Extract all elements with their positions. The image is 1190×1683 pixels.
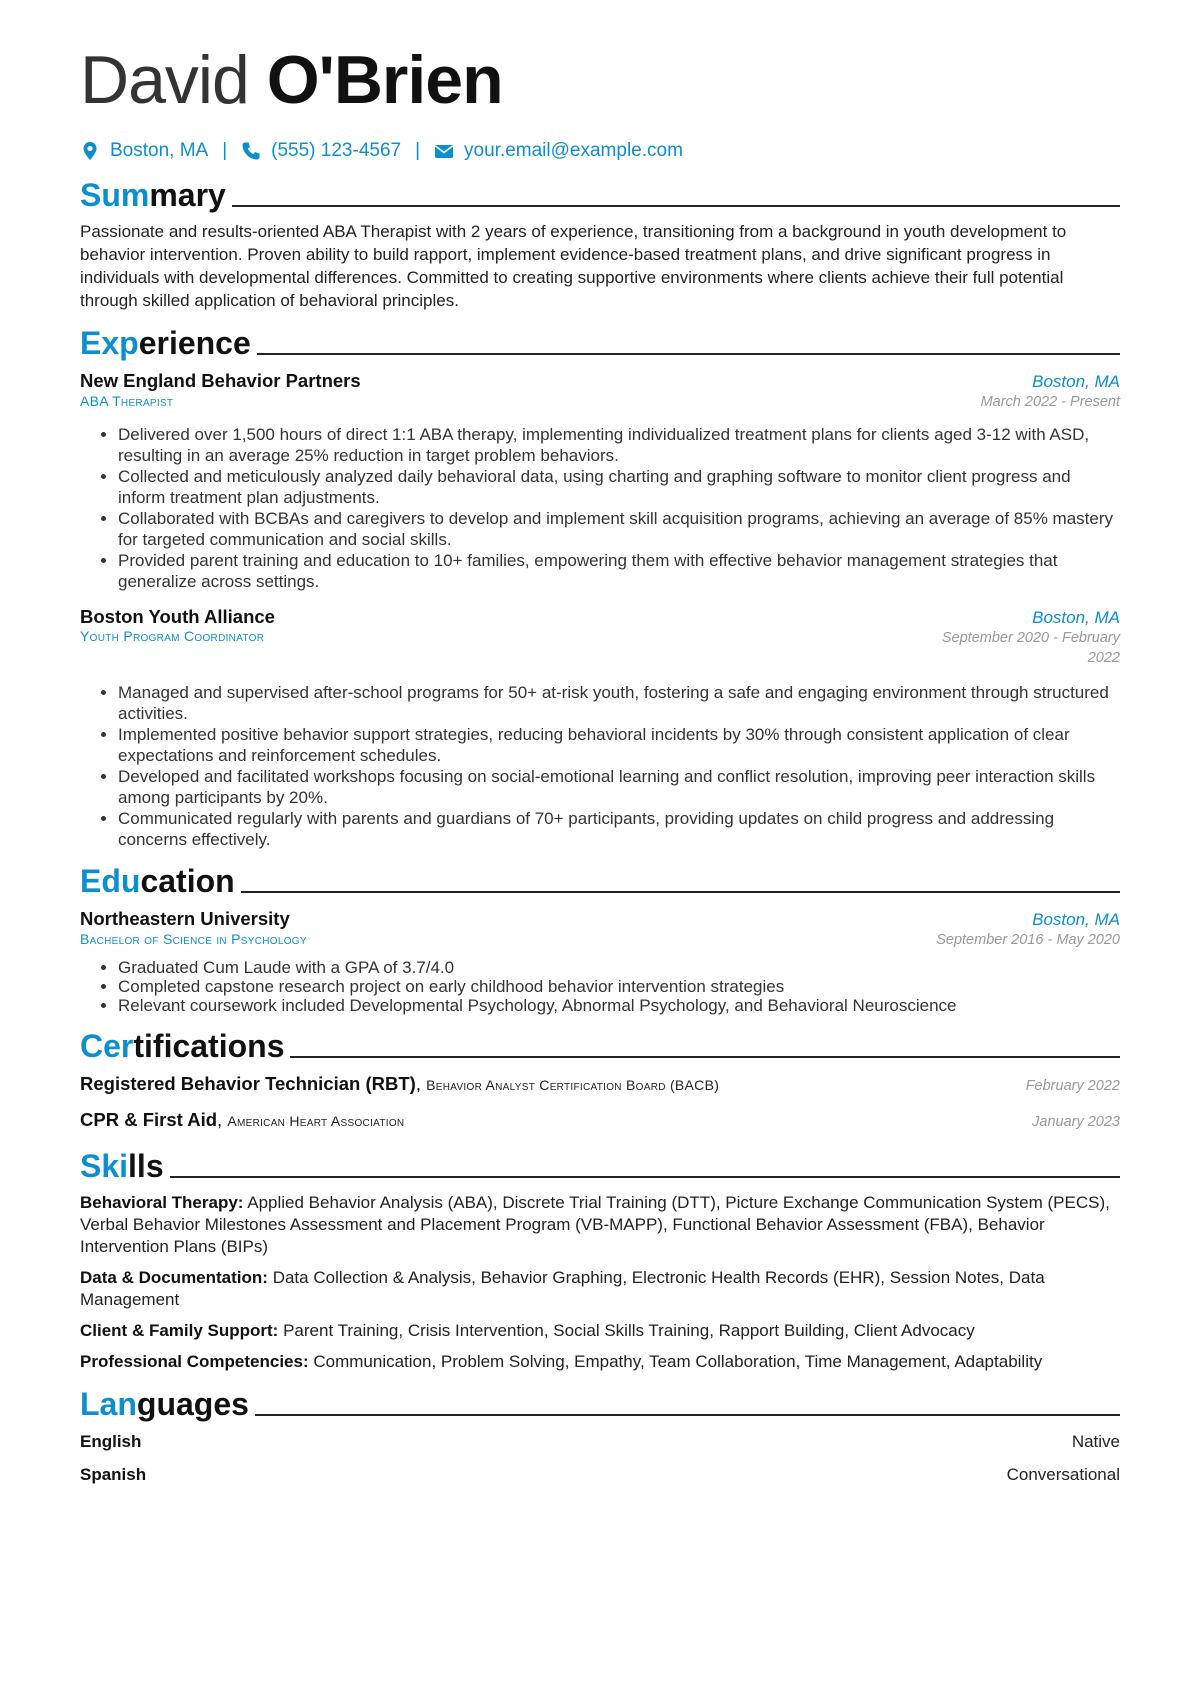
- section-rule: [232, 205, 1120, 207]
- resume-page: [80, 36, 1120, 1487]
- list-item: • Graduated Cum Laude with a GPA of 3.7/4.0: [118, 958, 1120, 977]
- section-title: Skills: [80, 1148, 164, 1184]
- candidate-name: [80, 36, 1120, 124]
- envelope-icon: [434, 141, 454, 161]
- language-name: English: [80, 1432, 142, 1451]
- list-item: • Collected and meticulously analyzed daily behavioral data, using charting and graphing software to monitor client progress and inform treatment plan adjustments.: [118, 466, 1120, 508]
- section-rule: [257, 353, 1120, 355]
- school-location: Boston, MA: [1032, 910, 1120, 929]
- list-item: • Collaborated with BCBAs and caregivers to develop and implement skill acquisition programs, achieving an average of 85% mastery for targeted communication and social skills.: [118, 508, 1120, 550]
- skill-group: [80, 1320, 1120, 1342]
- school-name: Northeastern University: [80, 908, 290, 929]
- education-heading: [80, 860, 1120, 898]
- job-entry: [80, 370, 1120, 592]
- summary-heading: [80, 174, 1120, 212]
- list-item: • Relevant coursework included Developmental Psychology, Abnormal Psychology, and Behavioral Neuroscience: [118, 996, 1120, 1015]
- job-location: Boston, MA: [1032, 608, 1120, 627]
- certifications-heading: [80, 1025, 1120, 1063]
- section-rule: [255, 1414, 1120, 1416]
- language-item: [80, 1432, 1120, 1454]
- certification-date: February 2022: [1025, 1078, 1120, 1094]
- section-title: Experience: [80, 325, 251, 361]
- contact-email[interactable]: [434, 140, 683, 162]
- phone-icon: [241, 141, 261, 161]
- list-item: • Delivered over 1,500 hours of direct 1:1 ABA therapy, implementing individualized treatment plans for clients aged 3-12 with ASD, resulting in an average 25% reduction in target problem behaviors.: [118, 424, 1120, 466]
- section-rule: [290, 1056, 1120, 1058]
- contact-phone[interactable]: [241, 140, 401, 162]
- list-item: • Implemented positive behavior support strategies, reducing behavioral incidents by 30% through consistent application of clear expectations and reinforcement schedules.: [118, 724, 1120, 766]
- job-title: ABA Therapist: [80, 393, 174, 409]
- certification-issuer: Behavior Analyst Certification Board (BACB): [426, 1077, 720, 1093]
- skill-label: Data & Documentation:: [80, 1268, 268, 1287]
- section-title: Languages: [80, 1386, 249, 1422]
- language-name: Spanish: [80, 1465, 147, 1484]
- certification-item: CPR & First Aid, American Heart Association January 2023: [80, 1109, 1120, 1130]
- email-link[interactable]: your.email@example.com: [464, 140, 683, 161]
- skill-text: Communication, Problem Solving, Empathy, Team Collaboration, Time Management, Adaptability: [313, 1352, 1043, 1371]
- experience-heading: [80, 322, 1120, 360]
- skill-text: Data Collection & Analysis, Behavior Graphing, Electronic Health Records (EHR), Session Notes, Data Management: [80, 1268, 1045, 1309]
- section-title: Education: [80, 863, 235, 899]
- company-name: New England Behavior Partners: [80, 370, 361, 391]
- job-dates: March 2022 - Present: [980, 394, 1120, 410]
- list-item: • Completed capstone research project on early childhood behavior intervention strategies: [118, 977, 1120, 996]
- contact-info: [80, 138, 1120, 164]
- certification-item: Registered Behavior Technician (RBT), Behavior Analyst Certification Board (BACB) February 2022: [80, 1073, 1120, 1094]
- skill-group: [80, 1192, 1120, 1258]
- contact-separator: |: [415, 140, 421, 161]
- language-level: Conversational: [1006, 1465, 1120, 1484]
- degree: Bachelor of Science in Psychology: [80, 931, 307, 947]
- certification-issuer: American Heart Association: [227, 1113, 405, 1129]
- location-text: Boston, MA: [110, 140, 209, 161]
- certification-date: January 2023: [1032, 1114, 1120, 1130]
- section-rule: [241, 891, 1120, 893]
- job-bullets: [80, 682, 1120, 850]
- job-dates: September 2020 - February 2022: [941, 630, 1120, 666]
- education-dates: September 2016 - May 2020: [936, 932, 1120, 948]
- section-rule: [170, 1176, 1120, 1178]
- list-item: • Managed and supervised after-school programs for 50+ at-risk youth, fostering a safe and engaging environment through structured activities.: [118, 682, 1120, 724]
- job-title: Youth Program Coordinator: [80, 628, 265, 644]
- language-item: [80, 1465, 1120, 1487]
- job-bullets: [80, 424, 1120, 592]
- section-title: Summary: [80, 177, 226, 213]
- language-level: Native: [1071, 1432, 1120, 1451]
- section-title: Certifications: [80, 1028, 285, 1064]
- job-entry: [80, 606, 1120, 850]
- skill-label: Client & Family Support:: [80, 1321, 279, 1340]
- skill-text: Parent Training, Crisis Intervention, Social Skills Training, Rapport Building, Client Advocacy: [283, 1321, 975, 1340]
- skill-group: [80, 1267, 1120, 1311]
- list-item: • Developed and facilitated workshops focusing on social-emotional learning and conflict resolution, improving peer interaction skills among participants by 20%.: [118, 766, 1120, 808]
- skill-text: Applied Behavior Analysis (ABA), Discrete Trial Training (DTT), Picture Exchange Communication System (PECS), Verbal Behavior Milestones Assessment and Placement Program (VB-MAPP), Functional Behavior Assessment (FBA), Behavior Intervention Plans (BIPs): [80, 1193, 1110, 1256]
- map-pin-icon: [80, 141, 100, 161]
- education-entry: [80, 908, 1120, 1015]
- skill-label: Behavioral Therapy:: [80, 1193, 244, 1212]
- contact-location: [80, 140, 208, 162]
- skill-group: [80, 1351, 1120, 1373]
- list-item: • Communicated regularly with parents and guardians of 70+ participants, providing updates on child progress and addressing concerns effectively.: [118, 808, 1120, 850]
- phone-text[interactable]: (555) 123-4567: [271, 140, 402, 161]
- last-name: O'Brien: [266, 42, 503, 118]
- first-name: David: [80, 42, 249, 118]
- contact-separator: |: [222, 140, 228, 161]
- summary-text: Passionate and results-oriented ABA Therapist with 2 years of experience, transitioning from a background in youth development to behavior intervention. Proven ability to build rapport, implement evidence-based treatment plans, and drive significant progress in individuals with developmental differences. Committed to creating supportive environments where clients achieve their full potential through skilled application of behavioral principles.: [80, 222, 1067, 310]
- skill-label: Professional Competencies:: [80, 1352, 309, 1371]
- certification-name: Registered Behavior Technician (RBT): [80, 1073, 416, 1094]
- education-bullets: [80, 958, 1120, 1015]
- certification-name: CPR & First Aid: [80, 1109, 218, 1130]
- languages-heading: [80, 1383, 1120, 1421]
- company-name: Boston Youth Alliance: [80, 606, 275, 627]
- list-item: • Provided parent training and education to 10+ families, empowering them with effective behavior management strategies that generalize across settings.: [118, 550, 1120, 592]
- skills-heading: [80, 1145, 1120, 1183]
- job-location: Boston, MA: [1032, 372, 1120, 391]
